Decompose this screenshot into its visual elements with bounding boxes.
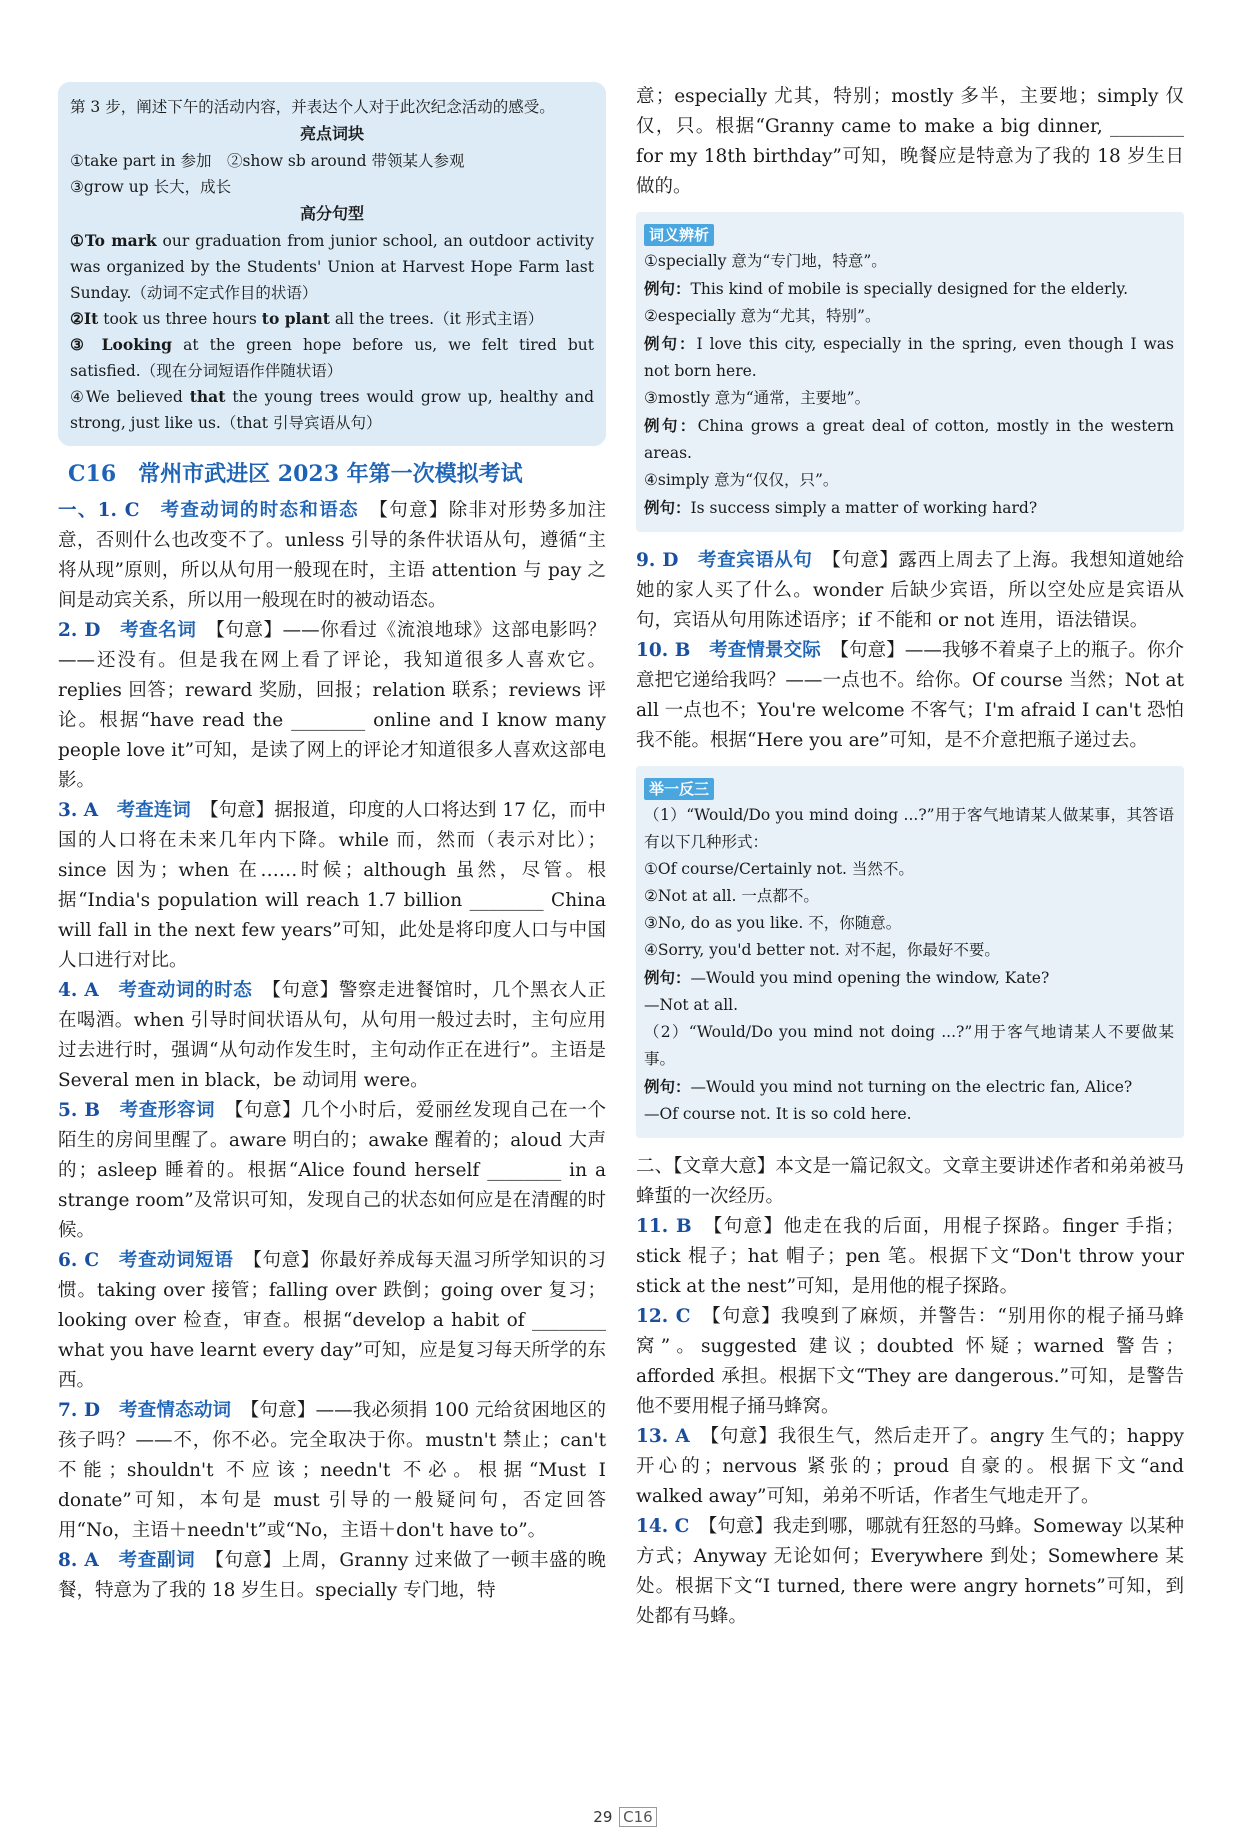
page-code: C16 <box>619 1807 657 1827</box>
extension-box <box>636 766 1184 1138</box>
answer-number: 8. A <box>58 1550 99 1571</box>
extension-line: （1）“Would/Do you mind doing ...?”用于客气地请某人做某事，其答语有以下几种形式： <box>644 806 1174 851</box>
answer-explanation: 【句意】——我够不着桌子上的瓶子。你介意把它递给我吗？——一点也不。给你。Of course 当然；Not at all 一点也不；You're welcome 不客气；I'm afraid I can't 恐怕我不能。根据“Here you are”可知，是不介意把瓶子递过去。 <box>636 640 1184 751</box>
item-8-continuation: 意；especially 尤其，特别；mostly 多半，主要地；simply 仅仅，只。根据“Granny came to make a big dinner, ________ for my 18th birthday”可知，晚餐应是特意为了我的 18 岁生日做的。 <box>636 86 1184 197</box>
example-line: 例句：This kind of mobile is specially designed for the elderly. <box>644 279 1129 298</box>
answer-explanation: 【句意】我嗅到了麻烦，并警告：“别用你的棍子捅马蜂窝”。suggested 建议；doubted 怀疑；warned 警告；afforded 承担。根据下文“They are dangerous.”可知，是警告他不要用棍子捅马蜂窝。 <box>636 1306 1184 1417</box>
answer-topic: 考查名词 <box>120 620 197 641</box>
sentence-3: ③ Looking at the green hope before us, we felt tired but satisfied.（现在分词短语作伴随状语） <box>70 335 594 380</box>
answer-item <box>636 1512 1184 1632</box>
answer-number: 13. A <box>636 1426 690 1447</box>
analysis-line: ①specially 意为“专门地，特意”。 <box>644 252 887 270</box>
answer-topic: 考查连词 <box>116 800 191 821</box>
analysis-line: ②especially 意为“尤其，特别”。 <box>644 307 881 325</box>
answer-item <box>58 1246 606 1396</box>
answer-number: 9. D <box>636 550 679 571</box>
answer-item <box>636 1212 1184 1302</box>
answer-topic: 考查副词 <box>118 1550 196 1571</box>
word-analysis-tag: 词义辨析 <box>644 224 714 246</box>
answer-item <box>636 1302 1184 1422</box>
answer-item <box>58 616 606 796</box>
answer-item <box>636 636 1184 756</box>
example-line: 例句：—Would you mind opening the window, Kate? <box>644 968 1050 987</box>
answer-item <box>58 1096 606 1246</box>
answer-item <box>58 1546 606 1606</box>
section-title: C16 常州市武进区 2023 年第一次模拟考试 <box>68 461 523 487</box>
extension-line: ②Not at all. 一点都不。 <box>644 887 819 905</box>
answer-number: 7. D <box>58 1400 101 1421</box>
answer-number: 10. B <box>636 640 691 661</box>
answer-topic: 考查形容词 <box>119 1100 216 1121</box>
example-line: 例句：Is success simply a matter of working hard? <box>644 498 1038 517</box>
answer-topic: 考查动词短语 <box>118 1250 234 1271</box>
answer-number: 14. C <box>636 1516 690 1537</box>
page-number-value: 29 <box>593 1808 613 1826</box>
answer-item <box>58 976 606 1096</box>
example-line: —Not at all. <box>644 996 739 1014</box>
answer-explanation: 【句意】你最好养成每天温习所学知识的习惯。taking over 接管；falling over 跌倒；going over 复习；looking over 检查，审查。根据“develop a habit of ________ what you have learnt every day”可知，应是复习每天所学的东西。 <box>58 1250 606 1391</box>
answer-item <box>58 1396 606 1546</box>
answer-explanation: 【句意】据报道，印度的人口将达到 17 亿，而中国的人口将在未来几年内下降。while 而，然而（表示对比）；since 因为；when 在……时候；although 虽然，尽管。根据“India's population will reach 1.7 billion ________ China will fall in the next few years”可知，此处是将印度人口与中国人口进行对比。 <box>58 800 606 971</box>
answer-explanation: 【句意】露西上周去了上海。我想知道她给她的家人买了什么。wonder 后缺少宾语，所以空处应是宾语从句，宾语从句用陈述语序；if 不能和 or not 连用，语法错误。 <box>636 550 1184 631</box>
page-number <box>0 1808 1250 1826</box>
answer-explanation: 【句意】几个小时后，爱丽丝发现自己在一个陌生的房间里醒了。aware 明白的；awake 醒着的；aloud 大声的；asleep 睡着的。根据“Alice found herself ________ in a strange room”及常识可知，发现自己的状态如何应是在清醒的时候。 <box>58 1100 606 1241</box>
extension-line: （2）“Would/Do you mind not doing ...?”用于客气地请某人不要做某事。 <box>644 1023 1174 1068</box>
answer-explanation: 【句意】警察走进餐馆时，几个黑衣人正在喝酒。when 引导时间状语从句，从句用一般过去时，主句应用过去进行时，强调“从句动作发生时，主句动作正在进行”。主语是 Several men in black，be 动词用 were。 <box>58 980 606 1091</box>
phrases-title: 亮点词块 <box>299 124 364 143</box>
answer-item <box>58 796 606 976</box>
part-2-summary: 二、【文章大意】本文是一篇记叙文。文章主要讲述作者和弟弟被马蜂蜇的一次经历。 <box>636 1156 1184 1207</box>
left-column <box>58 82 606 1606</box>
word-analysis-box <box>636 212 1184 532</box>
answer-topic: 考查动词的时态和语态 <box>160 500 359 521</box>
sentence-1: ①To mark our graduation from junior school, an outdoor activity was organized by the Students' Union at Harvest Hope Farm last Sunday.（动词不定式作目的状语） <box>70 231 594 302</box>
answer-item <box>636 1422 1184 1512</box>
extension-tag: 举一反三 <box>644 778 714 800</box>
answer-explanation: 【句意】上周，Granny 过来做了一顿丰盛的晚餐，特意为了我的 18 岁生日。specially 专门地，特 <box>58 1550 606 1601</box>
extension-line: ③No, do as you like. 不，你随意。 <box>644 914 902 932</box>
step-3-text: 第 3 步，阐述下午的活动内容，并表达个人对于此次纪念活动的感受。 <box>70 98 555 116</box>
answer-item <box>58 496 606 616</box>
answer-explanation: 【句意】他走在我的后面，用棍子探路。finger 手指；stick 棍子；hat 帽子；pen 笔。根据下文“Don't throw your stick at the nest”可知，是用他的棍子探路。 <box>636 1216 1184 1297</box>
answer-list-right-a <box>636 546 1184 756</box>
answer-topic: 考查动词的时态 <box>118 980 253 1001</box>
analysis-line: ③mostly 意为“通常，主要地”。 <box>644 389 871 407</box>
extension-line: ④Sorry, you'd better not. 对不起，你最好不要。 <box>644 941 1000 959</box>
answer-explanation: 【句意】——我必须捐 100 元给贫困地区的孩子吗？——不，你不必。完全取决于你。mustn't 禁止；can't 不能；shouldn't 不应该；needn't 不必。根据“Must I donate”可知，本句是 must 引导的一般疑问句，否定回答用“No，主语＋needn't”或“No，主语＋don't have to”。 <box>58 1400 606 1541</box>
sentence-4: ④We believed that the young trees would grow up, healthy and strong, just like us.（that 引导宾语从句） <box>70 387 595 432</box>
example-line: 例句：I love this city, especially in the spring, even though I was not born here. <box>644 334 1174 380</box>
example-line: 例句：—Would you mind not turning on the electric fan, Alice? <box>644 1077 1133 1096</box>
answer-explanation: 【句意】我很生气，然后走开了。angry 生气的；happy 开心的；nervous 紧张的；proud 自豪的。根据下文“and walked away”可知，弟弟不听话，作者生气地走开了。 <box>636 1426 1184 1507</box>
answer-number: 12. C <box>636 1306 691 1327</box>
answer-explanation: 【句意】除非对形势多加注意，否则什么也改变不了。unless 引导的条件状语从句，遵循“主将从现”原则，所以从句用一般现在时，主语 attention 与 pay 之间是动宾关系，所以用一般现在时的被动语态。 <box>58 500 606 611</box>
answer-list-right-b <box>636 1212 1184 1632</box>
answer-topic: 考查情态动词 <box>118 1400 232 1421</box>
answer-number: 3. A <box>58 800 99 821</box>
answer-number: 6. C <box>58 1250 100 1271</box>
answer-number: 2. D <box>58 620 101 641</box>
answer-number: 一、1. C <box>58 500 140 521</box>
writing-tips-box <box>58 82 606 446</box>
answer-topic: 考查情景交际 <box>709 640 821 661</box>
analysis-line: ④simply 意为“仅仅，只”。 <box>644 471 839 489</box>
answer-explanation: 【句意】我走到哪，哪就有狂怒的马蜂。Someway 以某种方式；Anyway 无论如何；Everywhere 到处；Somewhere 某处。根据下文“I turned, there were angry hornets”可知，到处都有马蜂。 <box>636 1516 1184 1627</box>
example-line: —Of course not. It is so cold here. <box>644 1105 912 1123</box>
answer-item <box>636 546 1184 636</box>
answer-number: 11. B <box>636 1216 692 1237</box>
answer-number: 4. A <box>58 980 99 1001</box>
answer-number: 5. B <box>58 1100 100 1121</box>
extension-line: ①Of course/Certainly not. 当然不。 <box>644 860 914 878</box>
answer-list-left <box>58 496 606 1606</box>
sentence-2: ②It took us three hours to plant all the trees.（it 形式主语） <box>70 309 544 328</box>
sentences-title: 高分句型 <box>299 204 364 223</box>
phrase-line-1: ①take part in 参加 ②show sb around 带领某人参观 <box>70 152 465 170</box>
phrase-line-2: ③grow up 长大，成长 <box>70 178 232 196</box>
example-line: 例句：China grows a great deal of cotton, mostly in the western areas. <box>644 416 1174 462</box>
answer-topic: 考查宾语从句 <box>698 550 813 571</box>
right-column <box>636 82 1184 1632</box>
answer-explanation: 【句意】——你看过《流浪地球》这部电影吗？——还没有。但是我在网上看了评论，我知道很多人喜欢它。replies 回答；reward 奖励，回报；relation 联系；reviews 评论。根据“have read the ________ online and I know many people love it”可知，是读了网上的评论才知道很多人喜欢这部电影。 <box>58 620 606 791</box>
